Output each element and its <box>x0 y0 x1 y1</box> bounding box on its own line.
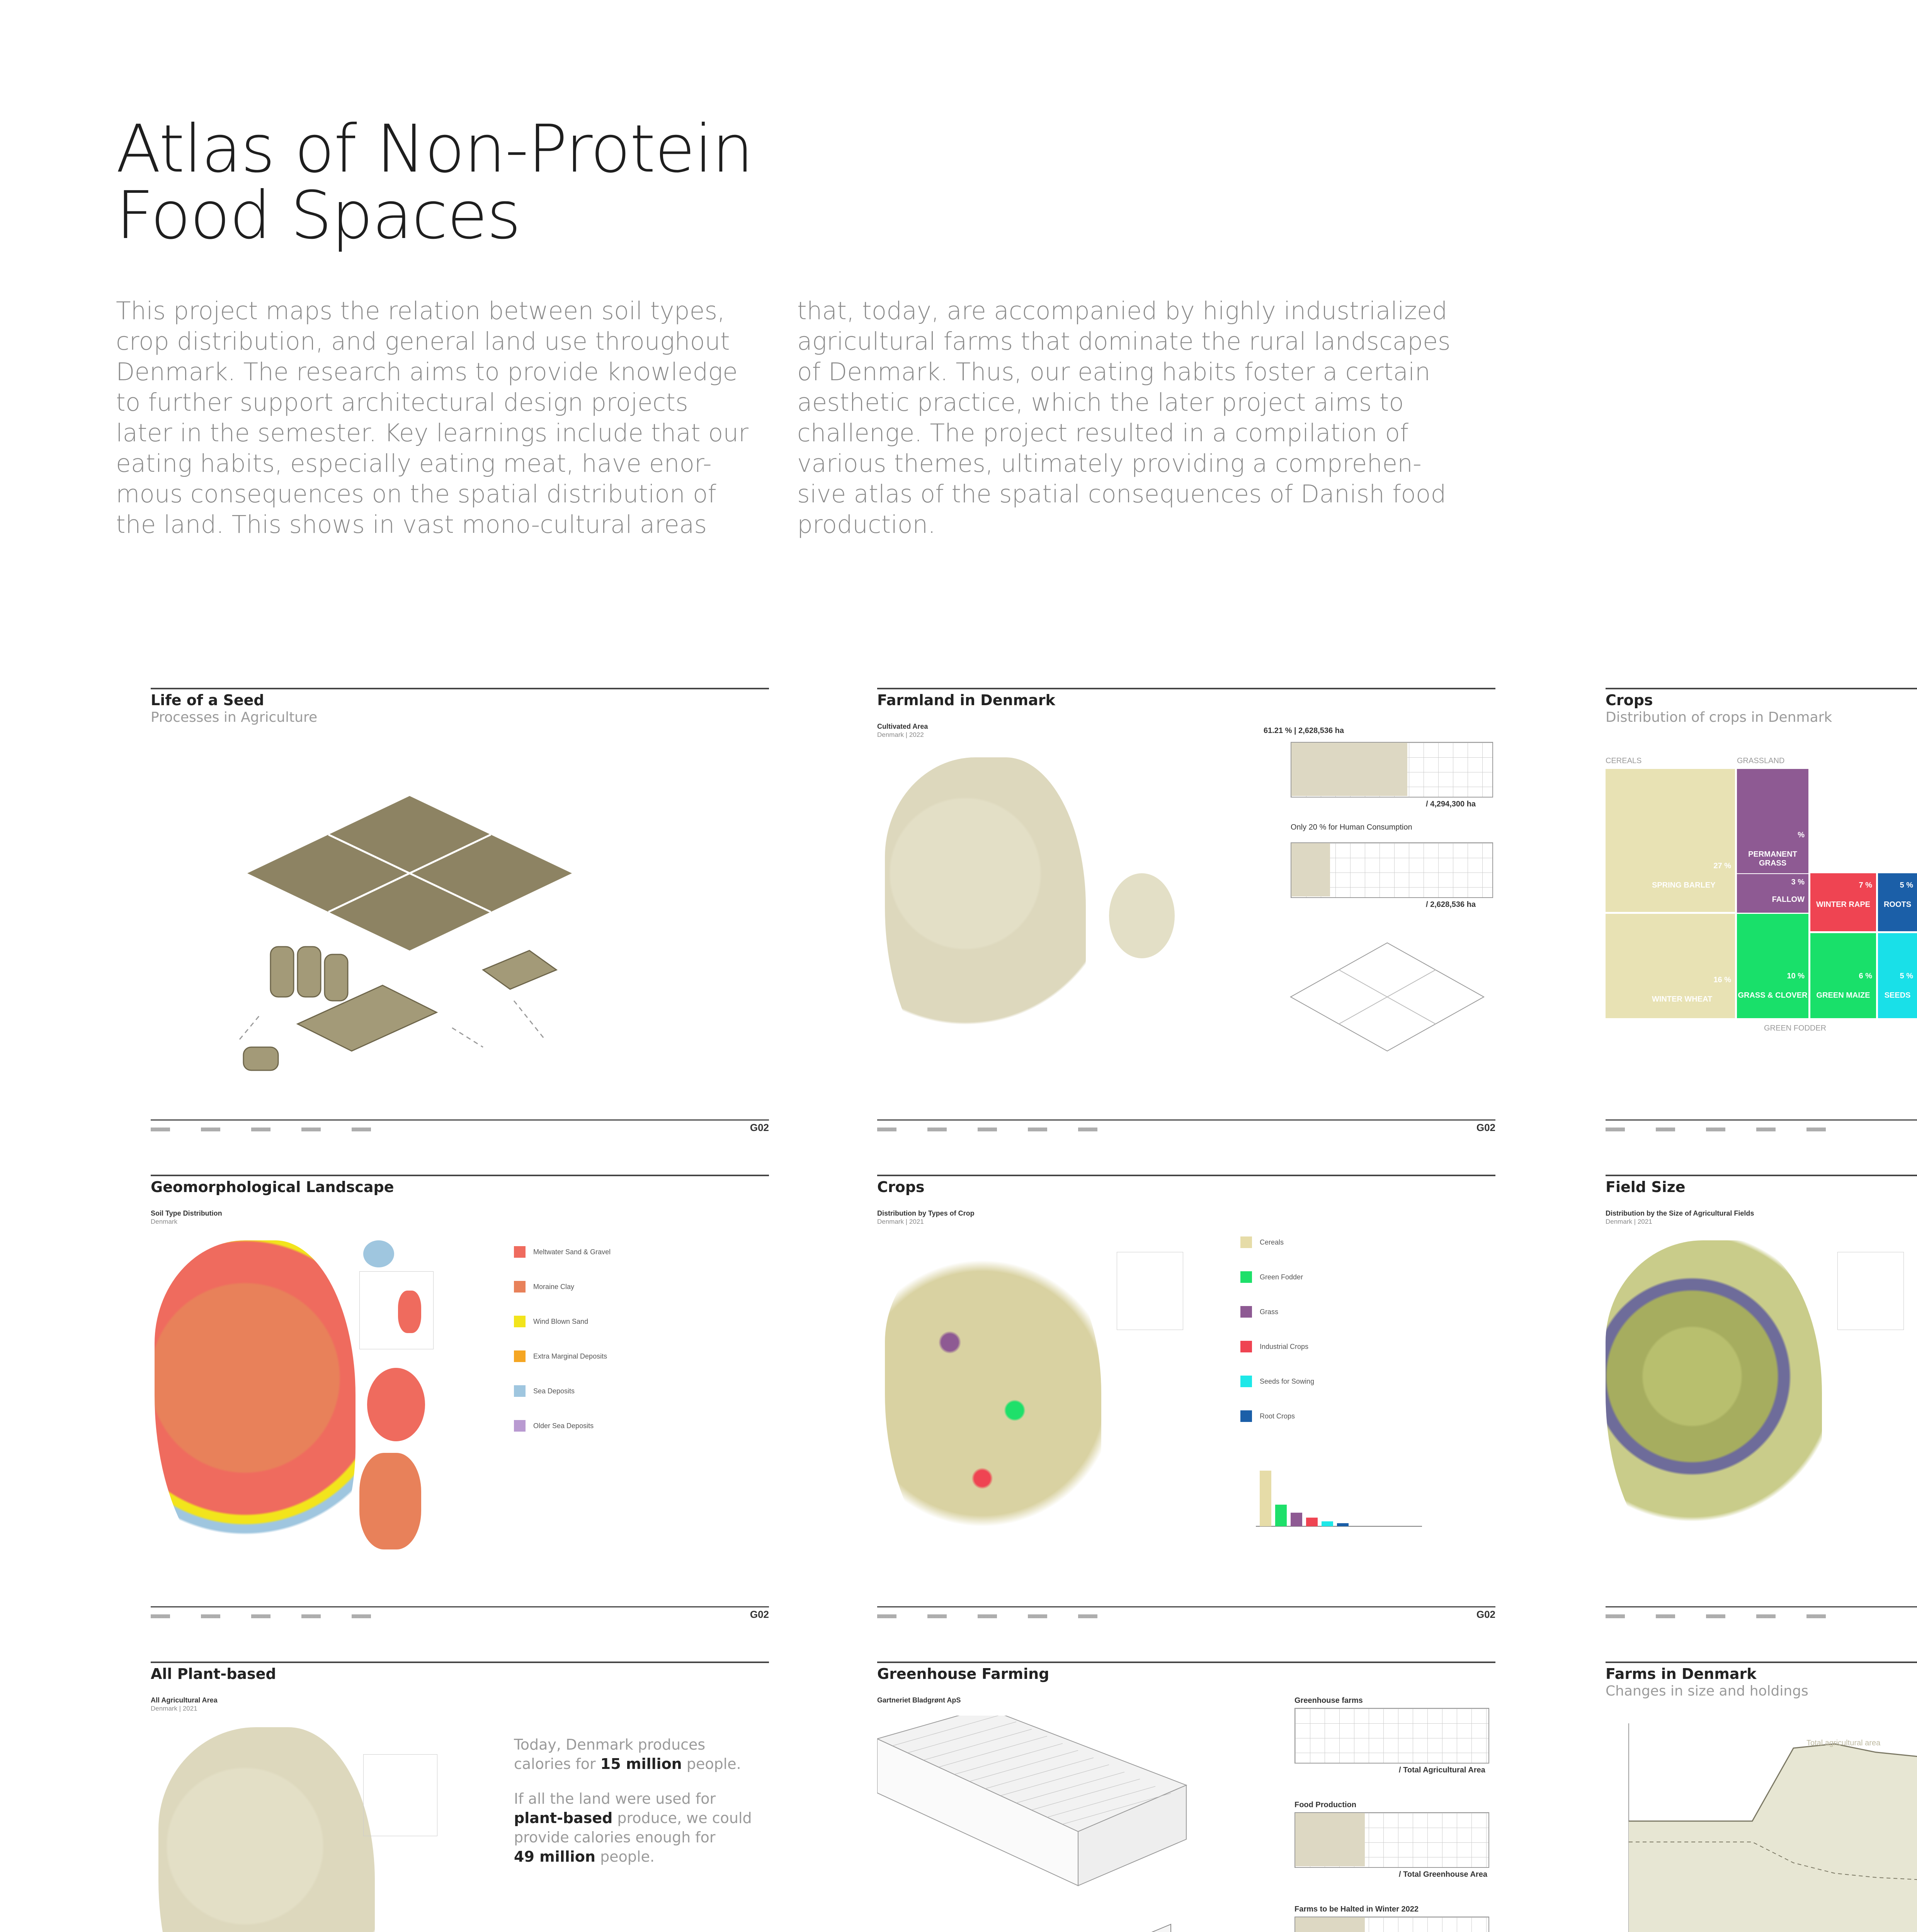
treemap-footer: GREEN FODDER <box>1764 1024 1827 1032</box>
map-title: Gartneriet Bladgrønt ApS <box>877 1696 961 1704</box>
legend-item: Wind Blown Sand <box>514 1316 588 1327</box>
title-line-2: Food Spaces <box>116 177 520 254</box>
column-label: GRASSLAND <box>1737 757 1785 765</box>
legend-item: Extra Marginal Deposits <box>514 1350 607 1362</box>
sheet-field-size <box>1606 1175 1917 1623</box>
crop-bar-chart <box>1240 1453 1426 1549</box>
intro-line: aesthetic practice, which the later project aims to <box>797 388 1404 417</box>
map-title: Distribution by Types of Crop <box>877 1209 975 1217</box>
sheet-title: Field Size <box>1606 1179 1686 1196</box>
stat-human-consumption: Only 20 % for Human Consumption <box>1291 823 1412 832</box>
sheet-code: G02 <box>1476 1609 1495 1620</box>
area-label: Total agricultural area <box>1806 1739 1881 1747</box>
sheet-title: Life of a Seed <box>151 692 264 709</box>
intro-line: production. <box>797 510 936 539</box>
sheet-title: Crops <box>1606 692 1653 709</box>
legend-item: Sea Deposits <box>514 1385 575 1397</box>
sheet-farmland <box>877 688 1495 1136</box>
stat-label: Food Production <box>1294 1801 1356 1809</box>
sheet-subtitle: Processes in Agriculture <box>151 709 318 725</box>
intro-line: mous consequences on the spatial distribution of <box>116 480 716 508</box>
column-label: CEREALS <box>1606 757 1642 765</box>
footer-meta <box>1606 1614 1837 1618</box>
fill-food <box>1295 1813 1365 1866</box>
sheet-title: Geomorphological Landscape <box>151 1179 394 1196</box>
sheet-subtitle: Distribution of crops in Denmark <box>1606 709 1832 725</box>
sheet-plant-based <box>151 1662 769 1932</box>
island-map <box>367 1368 425 1441</box>
divider <box>151 1662 769 1663</box>
map-title: Distribution by the Size of Agricultural Fields <box>1606 1209 1754 1217</box>
cell-roots: 5 % ROOTS <box>1878 873 1917 931</box>
fill-halted <box>1295 1917 1365 1932</box>
area-series <box>1629 1744 1917 1932</box>
divider <box>877 1606 1495 1607</box>
inset-frame <box>363 1754 437 1836</box>
stat-total: / Total Greenhouse Area <box>1399 1870 1487 1879</box>
divider <box>877 1175 1495 1176</box>
intro-line: challenge. The project resulted in a compilation of <box>797 419 1409 447</box>
crop-bar <box>1337 1523 1349 1526</box>
sheet-title: All Plant-based <box>151 1665 276 1682</box>
intro-line: later in the semester. Key learnings include that our <box>116 419 749 447</box>
footer-meta <box>1606 1128 1837 1131</box>
legend-item: Moraine Clay <box>514 1281 574 1293</box>
divider <box>151 1175 769 1176</box>
intro-column-1 <box>116 296 773 540</box>
intro-line: eating habits, especially eating meat, have enor- <box>116 449 712 478</box>
cell-green-maize: 6 % GREEN MAIZE <box>1810 933 1876 1018</box>
sheet-farms-denmark <box>1606 1662 1917 1932</box>
cell-winter-rape: 7 % WINTER RAPE <box>1810 873 1876 931</box>
map-subtitle: Denmark | 2021 <box>877 1218 924 1225</box>
divider <box>1606 1606 1917 1607</box>
plant-based-text: Today, Denmark produces calories for 15 million people. If all the land were used for plant-based produce, we could provide calories enough for 49 million people. <box>514 1736 752 1865</box>
map-title: All Agricultural Area <box>151 1696 218 1704</box>
stat-total: / 4,294,300 ha <box>1426 800 1476 808</box>
stat-total: / Total Agricultural Area <box>1399 1766 1485 1774</box>
legend-item: Root Crops <box>1240 1410 1295 1422</box>
sheet-code: G02 <box>750 1122 769 1133</box>
legend-item: Seeds for Sowing <box>1240 1376 1314 1387</box>
map-subtitle: Denmark <box>151 1218 177 1225</box>
island-map <box>363 1240 394 1267</box>
footer-meta <box>877 1614 1109 1618</box>
stat-cultivated: 61.21 % | 2,628,536 ha <box>1264 726 1344 735</box>
divider <box>877 1662 1495 1663</box>
island-map <box>359 1453 421 1549</box>
inset-frame <box>359 1271 434 1349</box>
inset-frame <box>1837 1252 1904 1330</box>
sheet-crops-treemap <box>1606 688 1917 1136</box>
crop-bar <box>1291 1513 1302 1526</box>
sheet-code: G02 <box>750 1609 769 1620</box>
intro-line: various themes, ultimately providing a comprehen- <box>797 449 1422 478</box>
divider <box>151 688 769 689</box>
footer-meta <box>877 1128 1109 1131</box>
intro-line: that, today, are accompanied by highly industrialized <box>797 297 1448 325</box>
sheet-crops-types <box>877 1175 1495 1623</box>
footer-meta <box>151 1128 383 1131</box>
bornholm-map <box>398 1291 421 1333</box>
sheet-title: Greenhouse Farming <box>877 1665 1050 1682</box>
sheet-greenhouse-stats <box>877 1662 1495 1932</box>
sheet-title: Farms in Denmark <box>1606 1665 1757 1682</box>
field-size-map <box>1606 1240 1822 1580</box>
map-title: Cultivated Area <box>877 723 928 730</box>
crop-bar <box>1322 1521 1333 1526</box>
divider <box>1606 1662 1917 1663</box>
sheet-subtitle: Changes in size and holdings <box>1606 1683 1808 1699</box>
divider <box>1606 1175 1917 1176</box>
page-title <box>116 111 811 254</box>
stat-label: Farms to be Halted in Winter 2022 <box>1294 1905 1419 1913</box>
map-subtitle: Denmark | 2021 <box>151 1705 197 1712</box>
cell-permanent-grass: % PERMANENT GRASS <box>1737 769 1808 873</box>
title-line-1: Atlas of Non-Protein <box>116 111 753 187</box>
stat-human-total: / 2,628,536 ha <box>1426 900 1476 909</box>
footer-meta <box>151 1614 383 1618</box>
intro-line: the land. This shows in vast mono-cultural areas <box>116 510 707 539</box>
intro-column-2 <box>797 296 1454 540</box>
cell-grass-clover: 10 % GRASS & CLOVER <box>1737 914 1808 1018</box>
crop-bar <box>1306 1518 1318 1526</box>
grid-greenhouse <box>1294 1708 1489 1764</box>
cell-winter-wheat: 16 % WINTER WHEAT <box>1606 914 1735 1018</box>
legend-item: Cereals <box>1240 1236 1284 1248</box>
crop-bar <box>1275 1505 1287 1526</box>
map-subtitle: Denmark | 2022 <box>877 731 924 738</box>
fill-human <box>1291 843 1330 896</box>
divider <box>877 688 1495 689</box>
intro-line: Denmark. The research aims to provide knowledge <box>116 358 738 386</box>
crop-bar <box>1260 1471 1271 1526</box>
farm-isometric-outline <box>1287 935 1488 1082</box>
legend-item: Older Sea Deposits <box>514 1420 594 1432</box>
divider <box>151 1119 769 1121</box>
divider <box>1606 1119 1917 1121</box>
intro-line: This project maps the relation between soil types, <box>116 297 725 325</box>
intro-line: to further support architectural design projects <box>116 388 688 417</box>
inset-frame <box>1117 1252 1183 1330</box>
map-subtitle: Denmark | 2021 <box>1606 1218 1652 1225</box>
greenhouse-isometric <box>877 1716 1194 1932</box>
island-map <box>1109 873 1175 958</box>
legend-item: Meltwater Sand & Gravel <box>514 1246 611 1258</box>
sheet-title: Crops <box>877 1179 925 1196</box>
sheet-code: G02 <box>1476 1122 1495 1133</box>
fill-cultivated <box>1291 743 1407 796</box>
intro-line: agricultural farms that dominate the rural landscapes <box>797 327 1451 355</box>
denmark-map <box>885 757 1086 1090</box>
intro-line: crop distribution, and general land use throughout <box>116 327 730 355</box>
legend-item: Green Fodder <box>1240 1271 1303 1283</box>
map-title: Soil Type Distribution <box>151 1209 222 1217</box>
soil-map <box>155 1240 356 1584</box>
cell-fallow: 3 % FALLOW <box>1737 874 1808 913</box>
sheet-geomorph <box>151 1175 769 1623</box>
denmark-map <box>158 1727 375 1932</box>
intro-line: sive atlas of the spatial consequences of Danish food <box>797 480 1446 508</box>
crop-type-map <box>885 1240 1101 1580</box>
cell-spring-barley: 27 % SPRING BARLEY <box>1606 769 1735 912</box>
agriculture-process-diagram <box>236 746 661 1094</box>
legend-item: Grass <box>1240 1306 1278 1318</box>
stat-label: Greenhouse farms <box>1294 1696 1363 1705</box>
intro-line: of Denmark. Thus, our eating habits foster a certain <box>797 358 1431 386</box>
cell-seeds: 5 % SEEDS <box>1878 933 1917 1018</box>
farms-area-chart <box>1606 1719 1917 1932</box>
legend-item: Industrial Crops <box>1240 1341 1308 1352</box>
divider <box>1606 688 1917 689</box>
sheet-title: Farmland in Denmark <box>877 692 1055 709</box>
sheet-life-of-seed <box>151 688 769 1136</box>
divider <box>877 1119 1495 1121</box>
divider <box>151 1606 769 1607</box>
